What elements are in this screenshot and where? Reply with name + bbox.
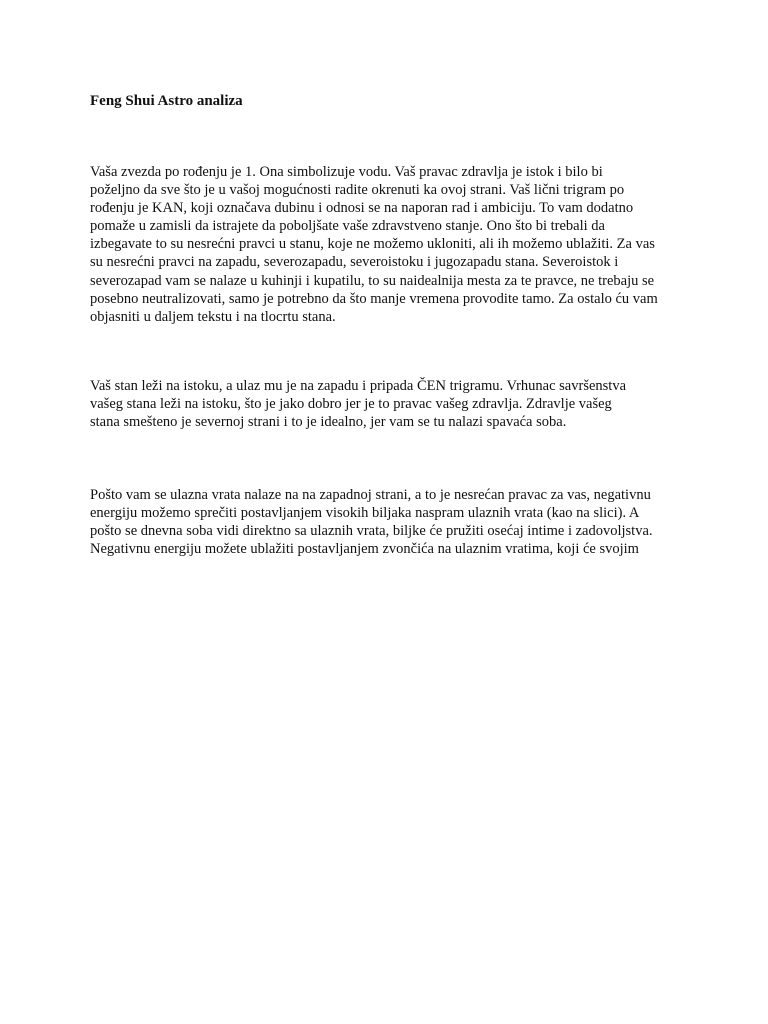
paragraph-line: severozapad vam se nalaze u kuhinji i kupatilu, to su naidealnija mesta za te pravce, ne trebaju se [90,272,655,289]
document-title: Feng Shui Astro analiza [90,93,243,109]
paragraph-line: pošto se dnevna soba vidi direktno sa ulaznih vrata, biljke će pružiti osećaj intime i zadovoljstva. [90,523,653,540]
paragraph-line: Vaš stan leži na istoku, a ulaz mu je na zapadu i pripada ČEN trigramu. Vrhunac savršenstva [90,378,627,394]
paragraph-line: su nesrećni pravci na zapadu, severozapadu, severoistoku i jugozapadu stana. Severoistok i [90,254,619,271]
paragraph-line: Pošto vam se ulazna vrata nalaze na na zapadnoj strani, a to je nesrećan pravac za vas, negativnu [90,487,651,503]
paragraph-line: objasniti u daljem tekstu i na tlocrtu stana. [90,308,336,325]
paragraph-line: poželjno da sve što je u vašoj mogućnosti radite okrenuti ka ovoj strani. Vaš lični trigram po [90,182,625,199]
paragraph-entrance-door [90,486,690,558]
paragraph-birth-star [90,163,690,326]
paragraph-line: Vaša zvezda po rođenju je 1. Ona simbolizuje vodu. Vaš pravac zdravlja je istok i bilo bi [90,164,603,180]
paragraph-line: rođenju je KAN, koji označava dubinu i odnosi se na naporan rad i ambiciju. To vam dodatno [90,200,634,217]
paragraph-line: vašeg stana leži na istoku, što je jako dobro jer je to pravac vašeg zdravlja. Zdravlje vašeg [90,396,612,413]
paragraph-line: posebno neutralizovati, samo je potrebno da što manje vremena provodite tamo. Za ostalo ću vam [90,290,658,307]
paragraph-line: stana smešteno je severnoj strani i to je idealno, jer vam se tu nalazi spavaća soba. [90,414,567,431]
paragraph-line: Negativnu energiju možete ublažiti postavljanjem zvončića na ulaznim vratima, koji će svojim [90,541,639,558]
paragraph-line: izbegavate to su nesrećni pravci u stanu, koje ne možemo ukloniti, ali ih možemo ublažiti. Za vas [90,236,655,253]
paragraph-line: energiju možemo sprečiti postavljanjem visokih biljaka naspram ulaznih vrata (kao na slici). A [90,505,640,522]
paragraph-line: pomaže u zamisli da istrajete da poboljšate vaše zdravstveno stanje. Ono što bi trebali da [90,218,605,235]
paragraph-apartment-orientation [90,377,690,431]
